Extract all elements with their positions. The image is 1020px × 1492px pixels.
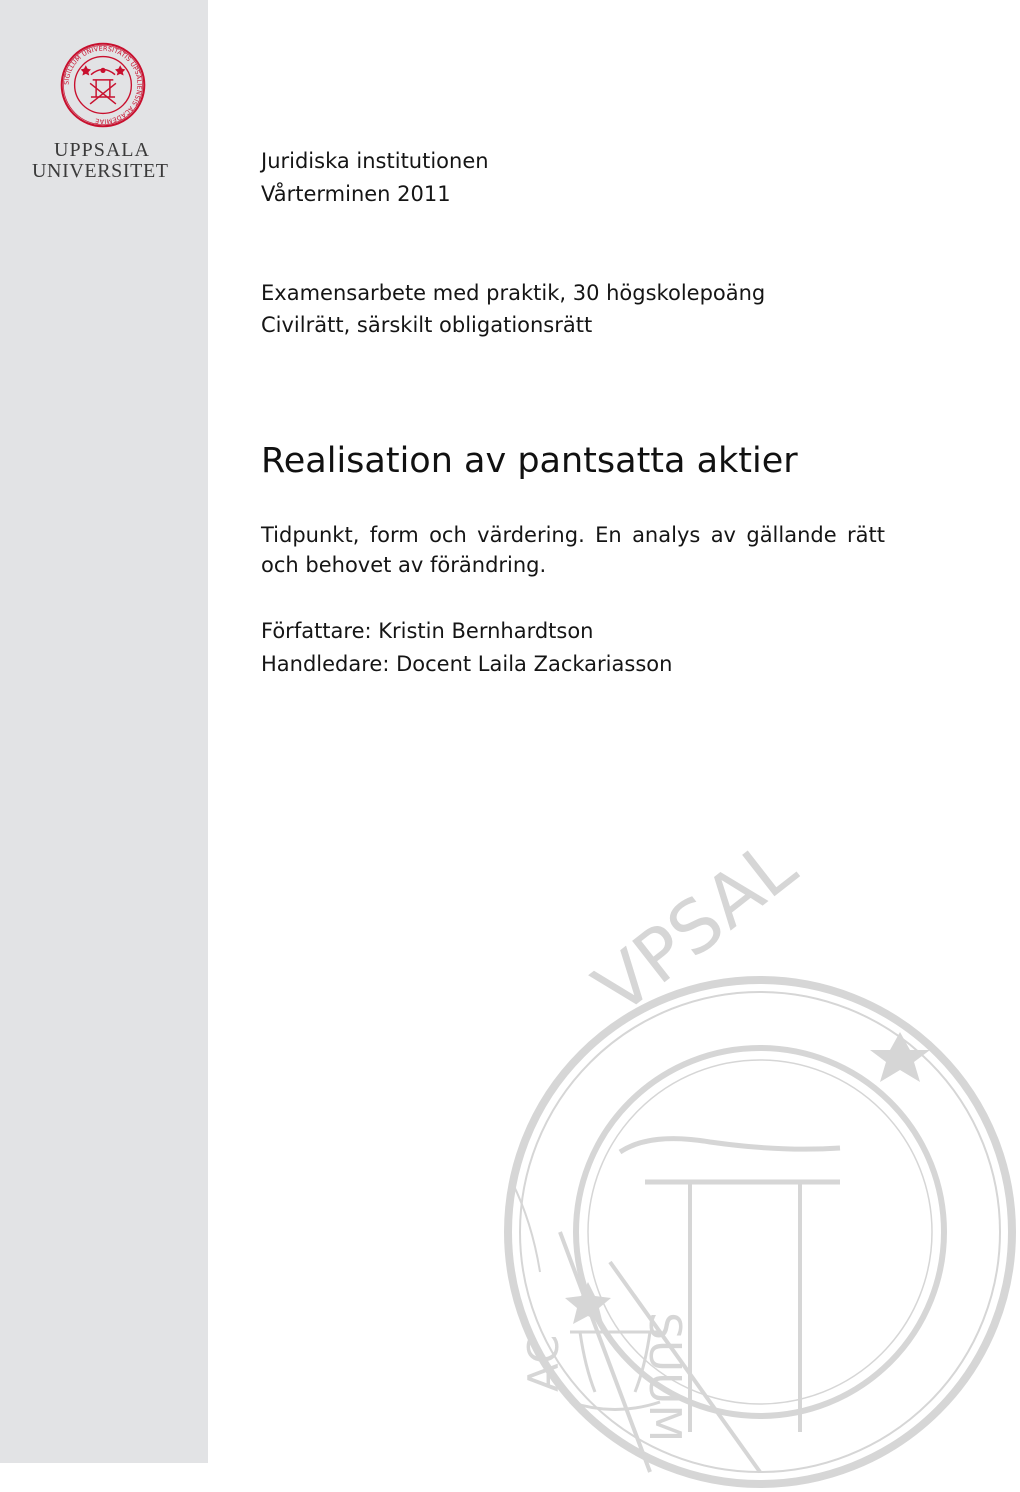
thesis-subtitle: Tidpunkt, form och värdering. En analys av gällande rätt och behovet av förändring. [261, 523, 885, 577]
department-name: Juridiska institutionen [261, 149, 489, 173]
term: Vårterminen 2011 [261, 182, 451, 206]
watermark-lower-text: SUUM [639, 1312, 690, 1443]
author: Författare: Kristin Bernhardtson [261, 619, 594, 643]
seal-ring-text: SIGILLUM UNIVERSITATIS UPSALIENSIS ACADEMIAE [63, 45, 143, 125]
seal-watermark-icon [500, 823, 1020, 1492]
watermark-text: VPSAL [578, 823, 811, 1031]
supervisor: Handledare: Docent Laila Zackariasson [261, 652, 673, 676]
course-subject: Civilrätt, särskilt obligationsrätt [261, 313, 593, 337]
course-credits: Examensarbete med praktik, 30 högskolepoäng [261, 281, 766, 305]
logo-uppsala: UPPSALA [54, 139, 150, 161]
watermark-left-text: AC [519, 1334, 568, 1392]
university-seal-icon [60, 42, 146, 128]
thesis-title: Realisation av pantsatta aktier [261, 441, 798, 481]
university-logo [30, 42, 180, 182]
sidebar-panel [0, 0, 208, 1463]
svg-text:SIGILLUM UNIVERSITATIS UPSALIE [64, 46, 143, 125]
logo-universitet: UNIVERSITET [32, 160, 169, 182]
